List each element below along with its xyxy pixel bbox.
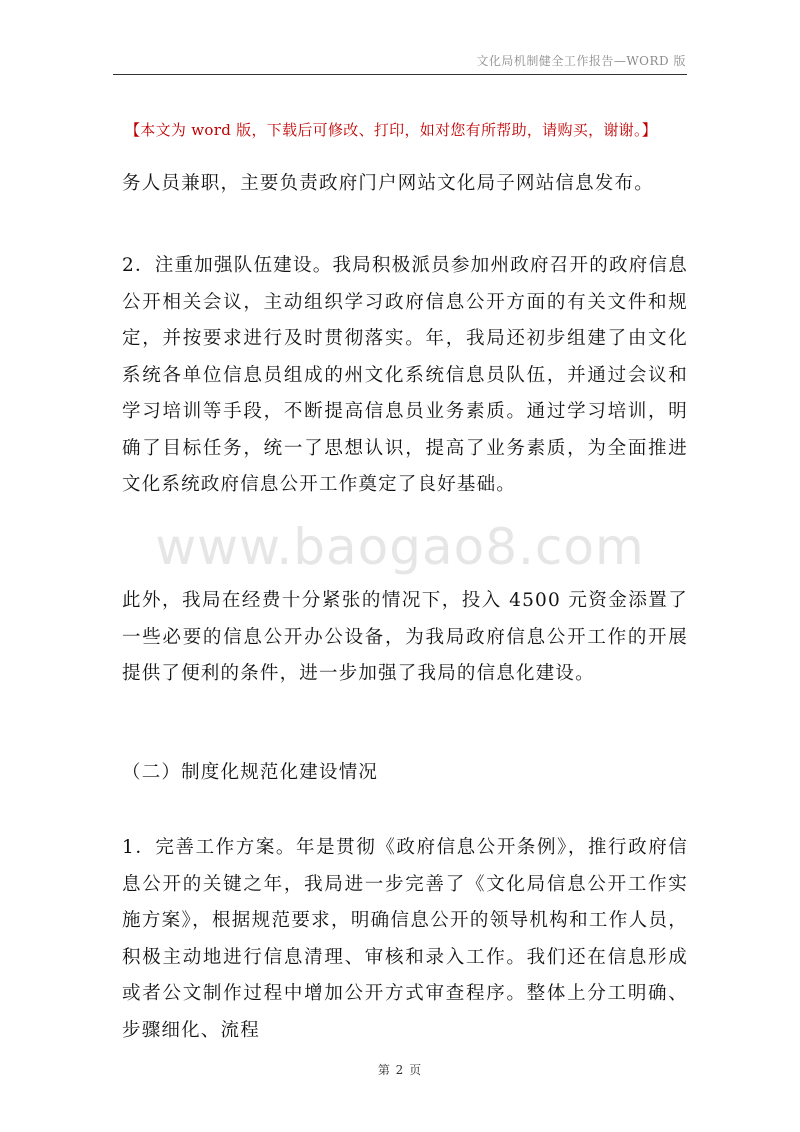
header-divider <box>113 74 687 75</box>
paragraph-continuation: 务人员兼职，主要负责政府门户网站文化局子网站信息发布。 <box>122 173 654 194</box>
document-header-title: 文化局机制健全工作报告—WORD 版 <box>476 54 686 68</box>
section-heading-institutionalization: （二）制度化规范化建设情况 <box>122 762 379 783</box>
paragraph-work-plan: 1．完善工作方案。年是贯彻《政府信息公开条例》，推行政府信息公开的关键之年，我局进一步完善了《文化局信息公开工作实施方案》，根据规范要求，明确信息公开的领导机构和工作人员，积极主动地进行信息清理、审核和录入工作。我们还在信息形成或者公文制作过程中增加公开方式审查程序。整体上分工明确、步骤细化、流程 <box>122 837 688 1041</box>
watermark-text: www.baogao8.com <box>155 518 645 576</box>
paragraph-equipment-funding: 此外，我局在经费十分紧张的情况下，投入 4500 元资金添置了一些必要的信息公开办公设备，为我局政府信息公开工作的开展提供了便利的条件，进一步加强了我局的信息化建设。 <box>122 590 688 684</box>
download-notice: 【本文为 word 版，下载后可修改、打印，如对您有所帮助，请购买，谢谢。】 <box>125 121 658 139</box>
page-number: 第 2 页 <box>377 1063 423 1077</box>
paragraph-team-building: 2．注重加强队伍建设。我局积极派员参加州政府召开的政府信息公开相关会议，主动组织学习政府信息公开方面的有关文件和规定，并按要求进行及时贯彻落实。年，我局还初步组建了由文化系统各单位信息员组成的州文化系统信息员队伍，并通过会议和学习培训等手段，不断提高信息员业务素质。通过学习培训，明确了目标任务，统一了思想认识，提高了业务素质，为全面推进文化系统政府信息公开工作奠定了良好基础。 <box>122 255 688 495</box>
